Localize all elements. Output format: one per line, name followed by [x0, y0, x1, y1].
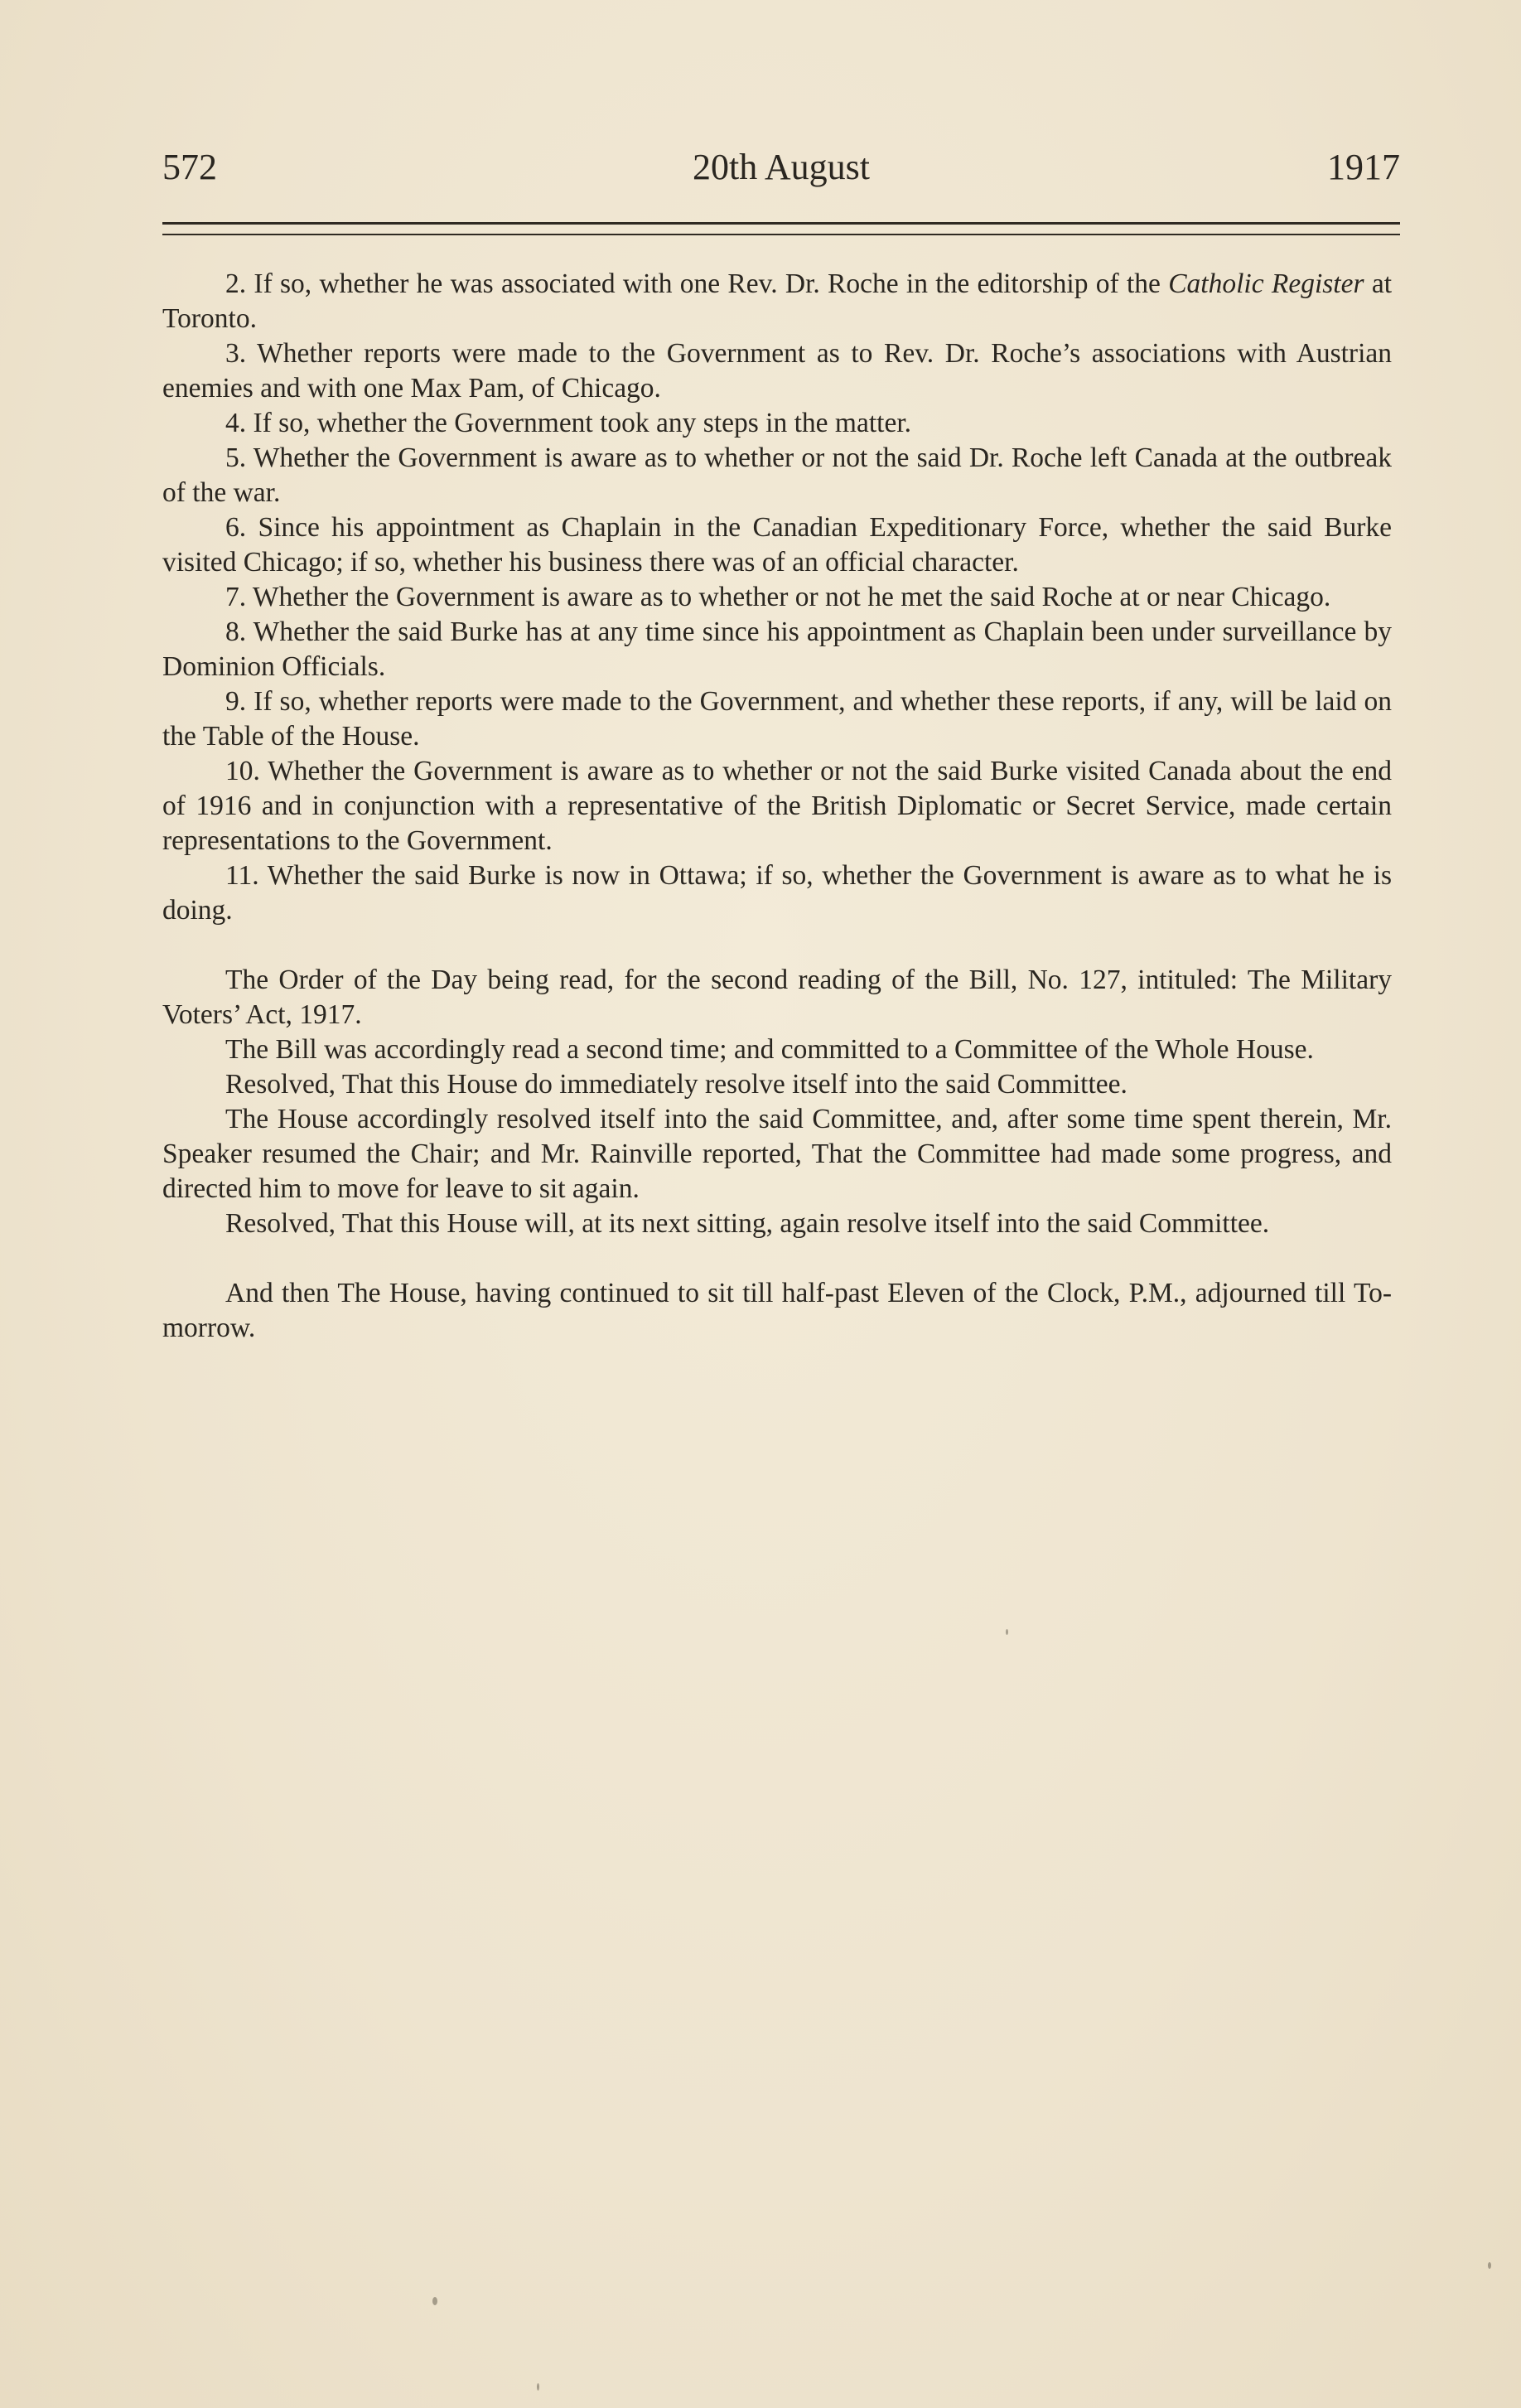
question-paragraph: 8. Whether the said Burke has at any time since his appointment as Chaplain been under surveillance by Dominion Officials. — [162, 617, 1392, 682]
proceedings-paragraph: Resolved, That this House do immediately resolve itself into the said Committee. — [225, 1069, 1127, 1100]
question-paragraph: 9. If so, whether reports were made to the Government, and whether these reports, if any, will be laid on the Table of the House. — [162, 686, 1392, 752]
paper-speck — [537, 2383, 539, 2391]
question-paragraph: 11. Whether the said Burke is now in Ottawa; if so, whether the Government is aware as to what he is doing. — [162, 860, 1392, 926]
question-paragraph: 10. Whether the Government is aware as to whether or not the said Burke visited Canada about the end of 1916 and in conjunction with a representative of the British Diplomatic or Secret Service, made certain representations to the Government. — [162, 756, 1392, 856]
adjournment-paragraph: And then The House, having continued to sit till half-past Eleven of the Clock, P.M., adjourned till To-morrow. — [162, 1278, 1392, 1343]
proceedings-paragraph: The Order of the Day being read, for the second reading of the Bill, No. 127, intituled: The Military Voters’ Act, 1917. — [162, 965, 1392, 1030]
document-body — [162, 267, 1392, 1346]
question-paragraph: 4. If so, whether the Government took any steps in the matter. — [225, 408, 911, 438]
header-rule-thin — [162, 234, 1400, 235]
header-year: 1917 — [1327, 147, 1400, 187]
paper-speck — [1488, 2262, 1491, 2269]
question-paragraph: 3. Whether reports were made to the Government as to Rev. Dr. Roche’s associations with Austrian enemies and with one Max Pam, of Chicago. — [162, 338, 1392, 404]
publication-title: Catholic Register — [1168, 268, 1364, 299]
paper-speck — [1006, 1629, 1008, 1635]
proceedings-paragraph: The House accordingly resolved itself into the said Committee, and, after some time spent therein, Mr. Speaker resumed the Chair; and Mr. Rainville reported, That the Committee had made some progress, and directed him to move for leave to sit again. — [162, 1104, 1392, 1204]
question-paragraph: 5. Whether the Government is aware as to whether or not the said Dr. Roche left Canada at the outbreak of the war. — [162, 442, 1392, 508]
question-paragraph: 2. If so, whether he was associated with one Rev. Dr. Roche in the editorship of the Catholic Register at Toronto. — [162, 268, 1393, 334]
header-date: 20th August — [693, 147, 870, 187]
question-paragraph: 7. Whether the Government is aware as to whether or not he met the said Roche at or near Chicago. — [225, 582, 1331, 612]
proceedings-paragraph: Resolved, That this House will, at its next sitting, again resolve itself into the said Committee. — [225, 1208, 1270, 1239]
question-paragraph: 6. Since his appointment as Chaplain in the Canadian Expeditionary Force, whether the said Burke visited Chicago; if so, whether his business there was of an official character. — [162, 512, 1392, 578]
page-header — [162, 143, 1400, 201]
proceedings-paragraph: The Bill was accordingly read a second time; and committed to a Committee of the Whole House. — [225, 1034, 1314, 1065]
header-rule-thick — [162, 222, 1400, 225]
paper-speck — [432, 2297, 437, 2305]
page-number: 572 — [162, 147, 217, 187]
